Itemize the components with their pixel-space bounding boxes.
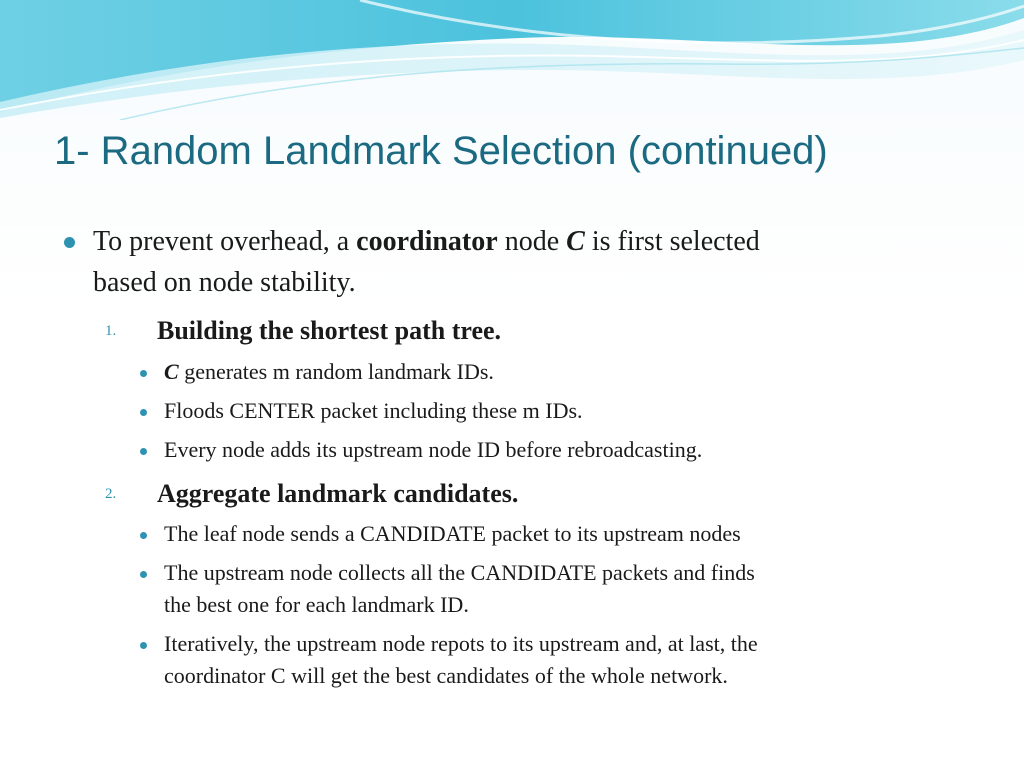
main-bullet-icon xyxy=(64,237,75,248)
step-2-number: 2. xyxy=(105,486,117,502)
main-bullet-text: is first selected xyxy=(584,226,760,257)
step-2-heading: Aggregate landmark candidates. xyxy=(157,479,519,508)
main-bullet-line-2: based on node stability. xyxy=(93,267,356,298)
step-2-item-2-line-2: the best one for each landmark ID. xyxy=(164,592,469,617)
step-1-item-2: Floods CENTER packet including these m IDs. xyxy=(164,398,583,423)
sub-bullet-icon xyxy=(140,532,147,539)
step-1-heading: Building the shortest path tree. xyxy=(157,316,502,345)
step-2-item-3-line-2: coordinator C will get the best candidates of the whole network. xyxy=(164,663,728,688)
step-2-item-3-line-1: Iteratively, the upstream node repots to its upstream and, at last, the xyxy=(164,631,758,656)
main-bullet-line-1 xyxy=(93,222,760,262)
sub-bullet-icon xyxy=(140,409,147,416)
node-c-term: C xyxy=(164,359,179,384)
item-text: generates m random landmark IDs. xyxy=(178,359,494,384)
node-c-term: C xyxy=(566,226,585,257)
coordinator-term: coordinator xyxy=(356,226,498,257)
step-1-number: 1. xyxy=(105,323,117,339)
main-bullet-text: node xyxy=(497,226,567,257)
step-1-item-3: Every node adds its upstream node ID before rebroadcasting. xyxy=(164,437,703,462)
sub-bullet-icon xyxy=(140,642,147,649)
sub-bullet-icon xyxy=(140,448,147,455)
step-2-item-1: The leaf node sends a CANDIDATE packet to its upstream nodes xyxy=(164,521,741,546)
step-2-item-2-line-1: The upstream node collects all the CANDIDATE packets and finds xyxy=(164,560,755,585)
main-bullet-text: To prevent overhead, a xyxy=(93,226,357,257)
sub-bullet-icon xyxy=(140,370,147,377)
step-1-item-1 xyxy=(164,356,494,388)
sub-bullet-icon xyxy=(140,571,147,578)
slide-title: 1- Random Landmark Selection (continued) xyxy=(54,129,828,173)
